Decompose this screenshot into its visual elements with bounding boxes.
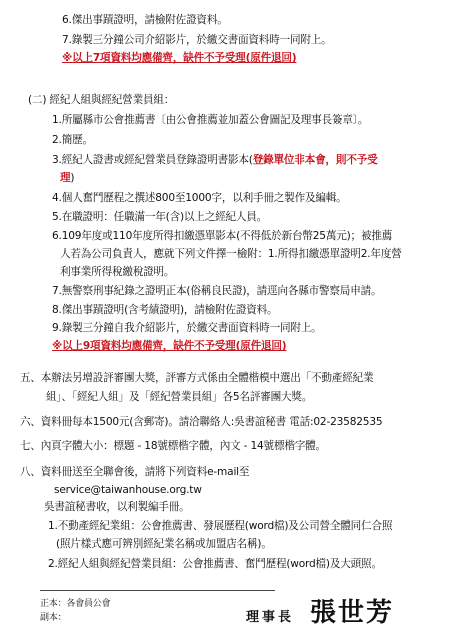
- s8-email[interactable]: service@taiwanhouse.org.tw: [54, 484, 202, 496]
- s8-item1-line2: (照片樣式應可辨別經紀業名稱或加盟店名稱)。: [56, 538, 272, 550]
- s2-note: ※以上9項資料均應備齊，缺件不予受理(原件退回): [52, 340, 287, 352]
- footer-divider: [40, 590, 275, 591]
- s2-item-1: 1.所屬縣市公會推薦書〔由公會推薦並加蓋公會圖記及理事長簽章〕。: [52, 114, 369, 126]
- s2-item-6-line2: 人若為公司負責人，應就下列文件擇一檢附：1.所得扣繳憑單證明2.年度營: [60, 248, 402, 260]
- s2-item-6-line1: 6.109年度或110年度所得扣繳憑單影本(不得低於新台幣25萬元)；被推薦: [52, 230, 393, 242]
- s5-line2: 組」、「經紀人組」及「經紀營業員組」各5名評審團大獎。: [46, 391, 313, 403]
- s8-item1-line1: 1.不動產經紀業組：公會推薦書、發展歷程(word檔)及公司營全體同仁合照: [48, 520, 393, 532]
- footer-copy: 副本：: [40, 613, 67, 623]
- s2-item-5: 5.在職證明：任職滿一年(含)以上之經紀人員。: [52, 211, 268, 223]
- s2-item-3-warning-end: 理: [60, 172, 71, 184]
- s2-item-3-cont: [60, 172, 74, 185]
- s8-item2: 2.經紀人組與經紀營業員組：公會推薦書、奮鬥歷程(word檔)及大頭照。: [48, 558, 382, 570]
- prev-item-6: 6.傑出事蹟證明，請檢附佐證資料。: [62, 14, 228, 26]
- s5-line1: 五、本辦法另增設評審團大獎，評審方式係由全體楷模中選出「不動產經紀業: [20, 372, 374, 384]
- s8-line1: 八、資料冊送至全聯會後，請將下列資料e-mail至: [20, 466, 250, 478]
- section-seven: 七、內頁字體大小：標題 - 18號標楷字體，內文 - 14號標楷字體。: [20, 440, 326, 452]
- s2-item-9: 9.錄製三分鐘自我介紹影片，於繳交書面資料時一同附上。: [52, 322, 322, 334]
- s2-item-3: [52, 154, 377, 167]
- s2-item-7: 7.無警察刑事紀錄之證明正本(俗稱良民證)，請逕向各縣市警察局申請。: [52, 285, 382, 297]
- s2-item-3-text: 3.經紀人證書或經紀營業員登錄證明書影本(: [52, 154, 253, 166]
- s8-line3: 吳書誼秘書收，以利製編手冊。: [44, 501, 190, 513]
- s2-item-6-line3: 利事業所得稅繳稅證明。: [60, 266, 175, 278]
- s2-item-4: 4.個人奮鬥歷程之撰述800至1000字，以利手冊之製作及編輯。: [52, 192, 347, 204]
- s2-item-3-warning: 登錄單位非本會，則不予受: [252, 154, 378, 166]
- s2-item-8: 8.傑出事蹟證明(含考績證明)，請檢附佐證資料。: [52, 304, 278, 316]
- s2-item-3-close: ): [70, 172, 75, 184]
- footer-original: 正本：各會員公會: [40, 599, 111, 609]
- prev-note: ※以上7項資料均應備齊，缺件不予受理(原件退回): [62, 52, 297, 64]
- prev-item-7: 7.錄製三分鐘公司介紹影片，於繳交書面資料時一同附上。: [62, 34, 332, 46]
- s2-item-2: 2.簡歷。: [52, 134, 93, 146]
- section-two-heading: (二) 經紀人組與經紀營業員組：: [28, 94, 175, 106]
- signer-title: 理事長: [246, 610, 295, 625]
- signer-name: 張世芳: [310, 598, 395, 628]
- section-six: 六、資料冊每本1500元(含郵寄)。請洽聯絡人:吳書誼秘書 電話:02-23582535: [20, 416, 383, 428]
